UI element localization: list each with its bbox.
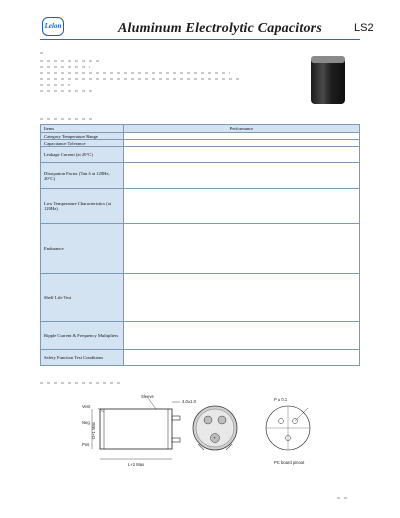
dim-w-label: 4.0±1.0 (182, 399, 196, 404)
row-value (124, 274, 360, 322)
row-value (124, 133, 360, 140)
row-label: Low Temperature Characteristics (at 120Hz) (41, 189, 124, 224)
row-value (124, 189, 360, 224)
page-footer (337, 497, 351, 499)
row-value (124, 322, 360, 350)
column-header-items: Items (41, 125, 124, 133)
neg-label: Neg (82, 420, 90, 425)
row-label: Safety Function Test Conditions (41, 350, 124, 366)
svg-text:+: + (213, 435, 216, 441)
brand-logo: Lelon (42, 17, 64, 36)
table-row (41, 322, 360, 350)
capacitor-body-outline (100, 409, 172, 449)
sleeve-label: Sleeve (141, 394, 154, 399)
table-row (41, 140, 360, 147)
capacitor-photo-cap (311, 56, 345, 63)
row-value (124, 147, 360, 163)
table-row (41, 350, 360, 366)
header-divider (40, 39, 360, 40)
table-header-row (41, 125, 360, 133)
dim-l-label: L+2 Max (128, 462, 145, 467)
row-label: Shelf Life Test (41, 274, 124, 322)
dim-p-label: P ± 0.1 (274, 397, 288, 402)
drawing-heading (40, 382, 120, 384)
features-block (40, 52, 280, 102)
row-label: Endurance (41, 224, 124, 274)
specifications-heading (40, 118, 95, 120)
table-row (41, 224, 360, 274)
pc-board-label: PC board pinout (274, 460, 305, 465)
table-row (41, 274, 360, 322)
page-title: Aluminum Electrolytic Capacitors (118, 21, 322, 36)
table-row (41, 147, 360, 163)
row-label: Ripple Current & Frequency Multipliers (41, 322, 124, 350)
row-label: Leakage Current (at 20°C) (41, 147, 124, 163)
table-row (41, 189, 360, 224)
specifications-table (40, 124, 360, 366)
dim-d-label: D+1 Max (91, 422, 96, 439)
capacitor-photo (311, 56, 345, 104)
series-code: LS2 (354, 22, 374, 34)
row-value (124, 350, 360, 366)
vent-label: Vent (82, 404, 91, 409)
row-value (124, 224, 360, 274)
row-value (124, 163, 360, 189)
pos-label: Pos (82, 442, 90, 447)
row-value (124, 140, 360, 147)
row-label: Dissipation Factor (Tan δ at 120Hz, 20°C) (41, 163, 124, 189)
row-label: Category Temperature Range (41, 133, 124, 140)
column-header-performance: Performance (124, 125, 360, 133)
dimension-drawing (78, 394, 338, 474)
table-row (41, 163, 360, 189)
row-label: Capacitance Tolerance (41, 140, 124, 147)
table-row (41, 133, 360, 140)
